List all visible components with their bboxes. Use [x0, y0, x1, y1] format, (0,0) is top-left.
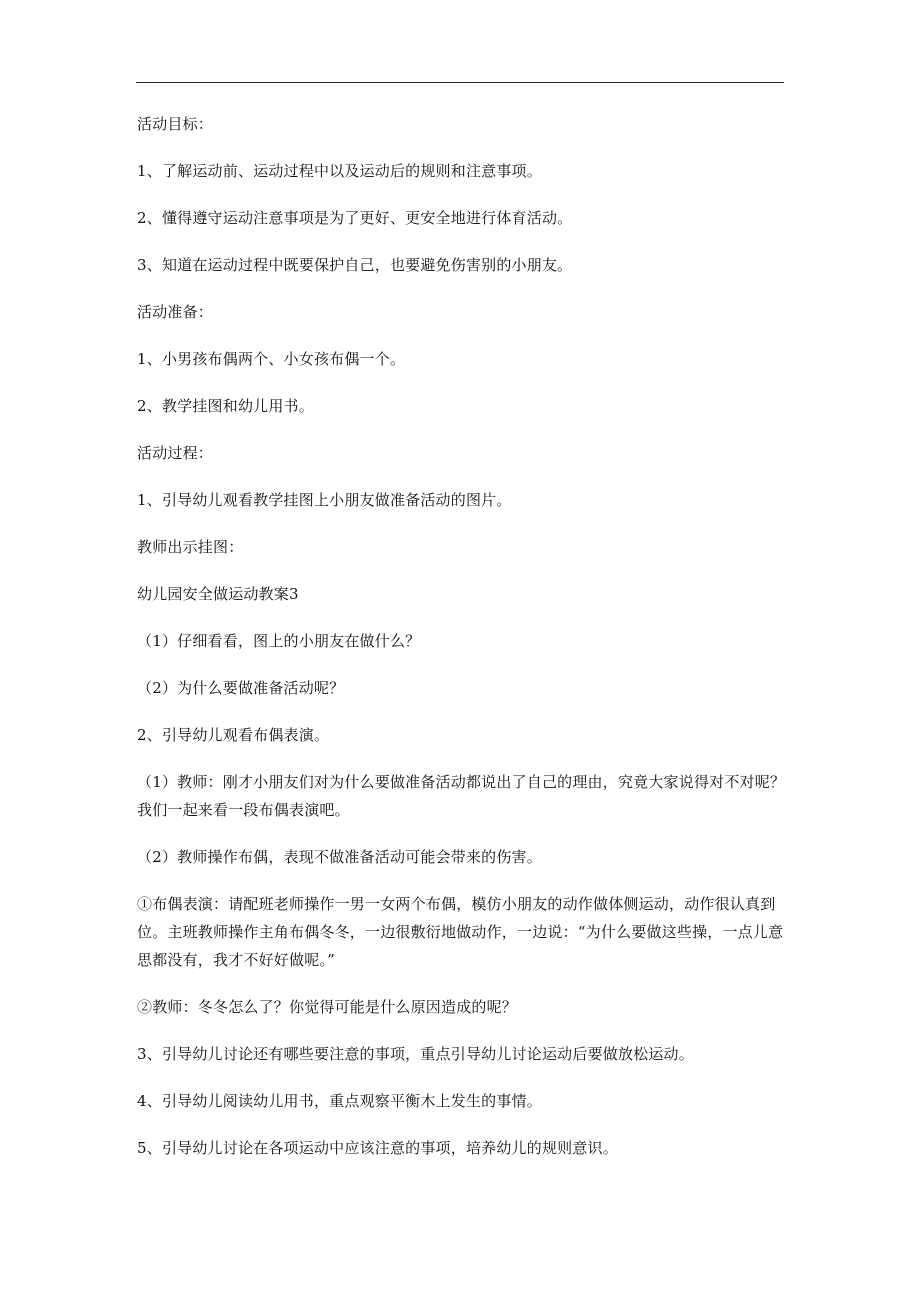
- lesson-plan-title: 幼儿园安全做运动教案3: [137, 585, 299, 603]
- preparation-item-1: 1、小男孩布偶两个、小女孩布偶一个。: [137, 350, 406, 368]
- teacher-puppet-operation: （2）教师操作布偶，表现不做准备活动可能会带来的伤害。: [137, 848, 542, 866]
- preparation-item-2: 2、教学挂图和幼儿用书。: [137, 397, 314, 415]
- question-2: （2）为什么要做准备活动呢？: [137, 679, 345, 697]
- goal-item-2: 2、懂得遵守运动注意事项是为了更好、更安全地进行体育活动。: [137, 209, 573, 227]
- goal-item-1: 1、了解运动前、运动过程中以及运动后的规则和注意事项。: [137, 162, 542, 180]
- section-heading-preparation: 活动准备：: [137, 303, 214, 321]
- process-step-2: 2、引导幼儿观看布偶表演。: [137, 726, 330, 744]
- process-step-1: 1、引导幼儿观看教学挂图上小朋友做准备活动的图片。: [137, 491, 512, 509]
- section-heading-goals: 活动目标：: [137, 115, 214, 133]
- teacher-question-dongdong: ②教师：冬冬怎么了？你觉得可能是什么原因造成的呢？: [137, 998, 518, 1016]
- goal-item-3: 3、知道在运动过程中既要保护自己，也要避免伤害别的小朋友。: [137, 256, 573, 274]
- process-step-4: 4、引导幼儿阅读幼儿用书，重点观察平衡木上发生的事情。: [137, 1092, 542, 1110]
- header-rule: [136, 82, 784, 83]
- question-1: （1）仔细看看，图上的小朋友在做什么？: [137, 632, 421, 650]
- process-step-3: 3、引导幼儿讨论还有哪些要注意的事项，重点引导幼儿讨论运动后要做放松运动。: [137, 1045, 694, 1063]
- puppet-show-description: ①布偶表演：请配班老师操作一男一女两个布偶，模仿小朋友的动作做体侧运动，动作很认真到位。主班教师操作主角布偶冬冬，一边很敷衍地做动作，一边说：“为什么要做这些操，一点儿意思都没有，我才不好好做呢。”: [137, 895, 784, 969]
- teacher-remark: （1）教师：刚才小朋友们对为什么要做准备活动都说出了自己的理由，究竟大家说得对不对呢？我们一起来看一段布偶表演吧。: [137, 773, 786, 819]
- section-heading-process: 活动过程：: [137, 444, 214, 462]
- teacher-shows-chart: 教师出示挂图：: [137, 538, 244, 556]
- process-step-5: 5、引导幼儿讨论在各项运动中应该注意的事项，培养幼儿的规则意识。: [137, 1139, 618, 1157]
- document-body: [137, 110, 787, 1181]
